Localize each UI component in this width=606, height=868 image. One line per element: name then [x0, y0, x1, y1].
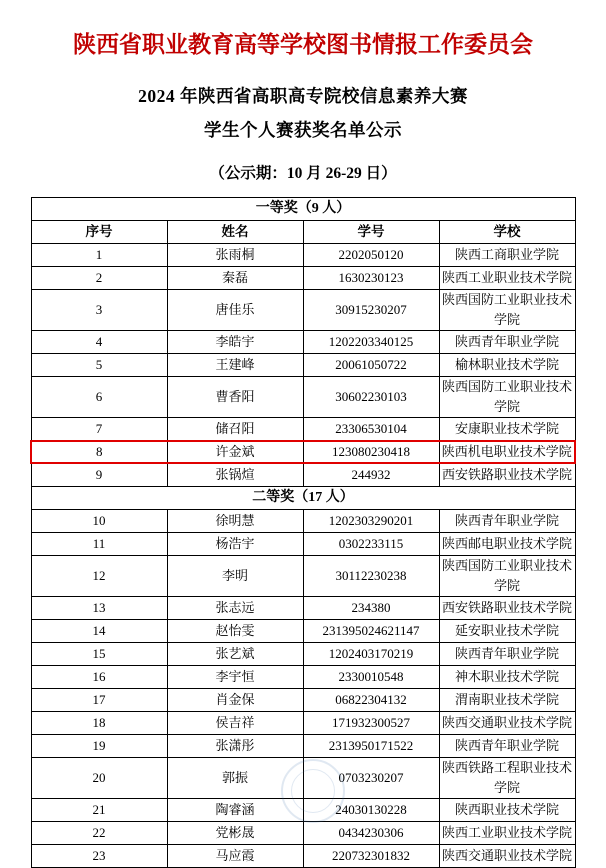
notice-period: （公示期：10 月 26-29 日）	[209, 165, 397, 182]
cell-school: 陕西青年职业学院	[439, 643, 575, 666]
cell-student-id: 24030130228	[303, 799, 439, 822]
cell-school: 陕西铁路工程职业技术学院	[439, 758, 575, 799]
cell-student-id: 0302233115	[303, 533, 439, 556]
table-row	[31, 643, 575, 666]
table-row	[31, 712, 575, 735]
table-section-heading-row	[31, 198, 575, 221]
table-row	[31, 822, 575, 845]
cell-school: 陕西机电职业技术学院	[439, 441, 575, 463]
cell-index: 18	[31, 712, 167, 735]
cell-index: 5	[31, 354, 167, 377]
cell-school: 榆林职业技术学院	[439, 354, 575, 377]
table-row	[31, 354, 575, 377]
cell-student-id: 1630230123	[303, 267, 439, 290]
cell-student-id: 20061050722	[303, 354, 439, 377]
cell-student-id: 30602230103	[303, 377, 439, 418]
page-title	[30, 81, 576, 145]
table-header-row	[31, 221, 575, 244]
table-section-heading: 二等奖（17 人）	[31, 487, 575, 510]
column-header: 序号	[31, 221, 167, 244]
column-header: 学号	[303, 221, 439, 244]
cell-name: 杨浩宇	[167, 533, 303, 556]
cell-school: 陕西职业技术学院	[439, 799, 575, 822]
cell-name: 李明	[167, 556, 303, 597]
cell-name: 肖金保	[167, 689, 303, 712]
cell-index: 21	[31, 799, 167, 822]
cell-index: 7	[31, 418, 167, 442]
table-row	[31, 267, 575, 290]
cell-index: 14	[31, 620, 167, 643]
cell-index: 16	[31, 666, 167, 689]
table-row	[31, 689, 575, 712]
page-title-line2: 学生个人赛获奖名单公示	[204, 120, 402, 140]
cell-school: 安康职业技术学院	[439, 418, 575, 442]
cell-school: 陕西国防工业职业技术学院	[439, 290, 575, 331]
cell-school: 陕西工业职业技术学院	[439, 267, 575, 290]
cell-school: 陕西国防工业职业技术学院	[439, 377, 575, 418]
cell-school: 陕西青年职业学院	[439, 331, 575, 354]
table-row	[31, 290, 575, 331]
cell-name: 秦磊	[167, 267, 303, 290]
cell-name: 王建峰	[167, 354, 303, 377]
table-row	[31, 597, 575, 620]
cell-name: 赵怡雯	[167, 620, 303, 643]
cell-school: 陕西交通职业技术学院	[439, 712, 575, 735]
document-page	[0, 26, 606, 863]
cell-student-id: 2202050120	[303, 244, 439, 267]
cell-name: 陶睿涵	[167, 799, 303, 822]
table-section-heading-row	[31, 487, 575, 510]
cell-index: 2	[31, 267, 167, 290]
cell-index: 3	[31, 290, 167, 331]
cell-school: 陕西青年职业学院	[439, 510, 575, 533]
table-row	[31, 533, 575, 556]
cell-school: 神木职业技术学院	[439, 666, 575, 689]
table-section-heading: 一等奖（9 人）	[31, 198, 575, 221]
cell-student-id: 123080230418	[303, 441, 439, 463]
cell-index: 17	[31, 689, 167, 712]
table-row	[31, 758, 575, 799]
cell-name: 曹香阳	[167, 377, 303, 418]
cell-name: 马应霞	[167, 845, 303, 868]
cell-school: 陕西工商职业学院	[439, 244, 575, 267]
table-row	[31, 377, 575, 418]
cell-school: 陕西邮电职业技术学院	[439, 533, 575, 556]
cell-student-id: 30112230238	[303, 556, 439, 597]
cell-index: 8	[31, 441, 167, 463]
cell-student-id: 2330010548	[303, 666, 439, 689]
cell-index: 13	[31, 597, 167, 620]
cell-student-id: 1202203340125	[303, 331, 439, 354]
cell-school: 陕西青年职业学院	[439, 735, 575, 758]
cell-index: 4	[31, 331, 167, 354]
table-row	[31, 244, 575, 267]
page-title-line1: 2024 年陕西省高职高专院校信息素养大赛	[138, 86, 468, 106]
cell-index: 6	[31, 377, 167, 418]
table-row	[31, 331, 575, 354]
column-header: 学校	[439, 221, 575, 244]
cell-name: 张锅煊	[167, 463, 303, 487]
cell-name: 李宇恒	[167, 666, 303, 689]
cell-index: 23	[31, 845, 167, 868]
cell-school: 西安铁路职业技术学院	[439, 597, 575, 620]
award-list-table	[30, 197, 576, 868]
cell-name: 李皓宇	[167, 331, 303, 354]
cell-school: 陕西交通职业技术学院	[439, 845, 575, 868]
table-row	[31, 463, 575, 487]
cell-school: 西安铁路职业技术学院	[439, 463, 575, 487]
cell-name: 许金斌	[167, 441, 303, 463]
cell-student-id: 244932	[303, 463, 439, 487]
column-header: 姓名	[167, 221, 303, 244]
cell-name: 侯吉祥	[167, 712, 303, 735]
table-row	[31, 799, 575, 822]
cell-name: 张志远	[167, 597, 303, 620]
cell-student-id: 2313950171522	[303, 735, 439, 758]
cell-name: 张雨桐	[167, 244, 303, 267]
table-row	[31, 666, 575, 689]
cell-name: 张艺斌	[167, 643, 303, 666]
table-row	[31, 556, 575, 597]
cell-index: 11	[31, 533, 167, 556]
cell-student-id: 1202303290201	[303, 510, 439, 533]
table-row	[31, 845, 575, 868]
cell-index: 19	[31, 735, 167, 758]
cell-student-id: 1202403170219	[303, 643, 439, 666]
cell-name: 张潇彤	[167, 735, 303, 758]
cell-student-id: 06822304132	[303, 689, 439, 712]
cell-name: 储召阳	[167, 418, 303, 442]
cell-student-id: 0703230207	[303, 758, 439, 799]
cell-index: 20	[31, 758, 167, 799]
cell-index: 15	[31, 643, 167, 666]
cell-student-id: 220732301832	[303, 845, 439, 868]
cell-student-id: 234380	[303, 597, 439, 620]
table-row	[31, 418, 575, 442]
cell-student-id: 231395024621147	[303, 620, 439, 643]
cell-name: 党彬晟	[167, 822, 303, 845]
cell-name: 郭振	[167, 758, 303, 799]
cell-index: 9	[31, 463, 167, 487]
cell-school: 陕西国防工业职业技术学院	[439, 556, 575, 597]
cell-student-id: 0434230306	[303, 822, 439, 845]
cell-student-id: 171932300527	[303, 712, 439, 735]
cell-index: 12	[31, 556, 167, 597]
cell-student-id: 23306530104	[303, 418, 439, 442]
cell-name: 徐明慧	[167, 510, 303, 533]
cell-student-id: 30915230207	[303, 290, 439, 331]
cell-school: 延安职业技术学院	[439, 620, 575, 643]
table-row	[31, 441, 575, 463]
table-row	[31, 620, 575, 643]
cell-school: 渭南职业技术学院	[439, 689, 575, 712]
cell-index: 22	[31, 822, 167, 845]
cell-school: 陕西工业职业技术学院	[439, 822, 575, 845]
table-row	[31, 735, 575, 758]
cell-index: 1	[31, 244, 167, 267]
cell-index: 10	[31, 510, 167, 533]
organization-title: 陕西省职业教育高等学校图书情报工作委员会	[73, 32, 533, 57]
table-row	[31, 510, 575, 533]
cell-name: 唐佳乐	[167, 290, 303, 331]
